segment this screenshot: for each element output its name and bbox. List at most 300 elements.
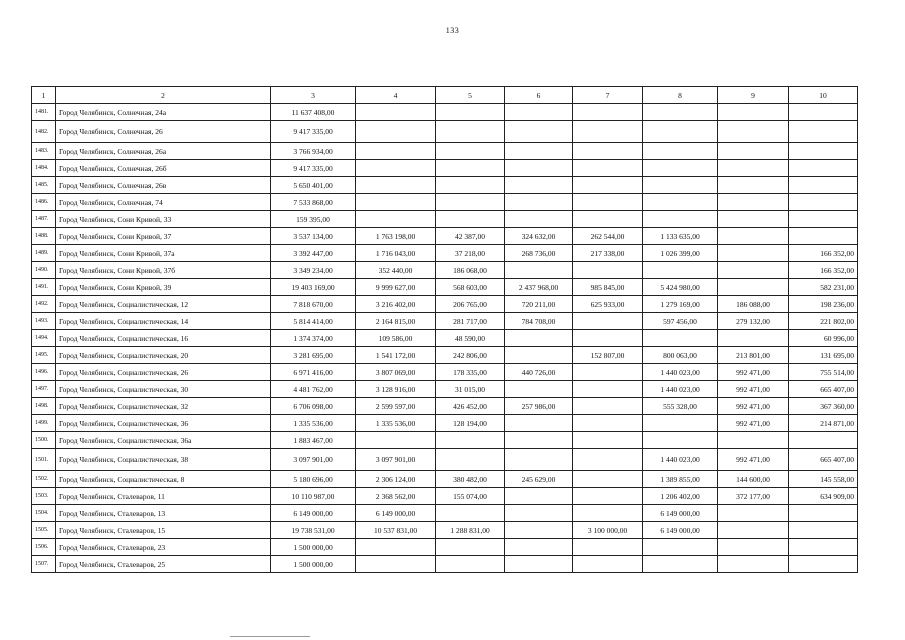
amount-cell [505,415,573,432]
table-row [32,296,858,313]
amount-cell: 985 845,00 [573,279,643,296]
amount-cell: 6 149 000,00 [643,522,718,539]
amount-cell [505,347,573,364]
table-row [32,471,858,488]
amount-cell: 800 063,00 [643,347,718,364]
amount-cell [505,539,573,556]
amount-cell [356,160,436,177]
amount-cell [718,194,789,211]
address-cell: Город Челябинск, Солнечная, 26в [56,177,271,194]
column-header: 9 [718,87,789,104]
amount-cell [356,432,436,449]
amount-cell: 60 996,00 [789,330,858,347]
amount-cell [505,121,573,143]
amount-cell: 186 088,00 [718,296,789,313]
row-number-cell: 1494. [32,330,56,347]
amount-cell: 37 218,00 [436,245,505,262]
amount-cell: 440 726,00 [505,364,573,381]
amount-cell [505,449,573,471]
amount-cell: 784 708,00 [505,313,573,330]
amount-cell: 582 231,00 [789,279,858,296]
amount-cell: 3 128 916,00 [356,381,436,398]
amount-cell: 1 288 831,00 [436,522,505,539]
row-number-cell: 1497. [32,381,56,398]
table-row [32,262,858,279]
amount-cell: 2 599 597,00 [356,398,436,415]
amount-cell [505,262,573,279]
amount-cell [573,471,643,488]
amount-cell [505,330,573,347]
amount-cell: 131 695,00 [789,347,858,364]
amount-cell [643,177,718,194]
amount-cell [789,143,858,160]
amount-cell [573,121,643,143]
amount-cell [643,121,718,143]
row-number-cell: 1495. [32,347,56,364]
row-number-cell: 1486. [32,194,56,211]
amount-cell: 4 481 762,00 [271,381,356,398]
table-row [32,330,858,347]
address-cell: Город Челябинск, Сони Кривой, 37б [56,262,271,279]
row-number-cell: 1499. [32,415,56,432]
amount-cell [505,522,573,539]
amount-cell [718,160,789,177]
amount-cell: 262 544,00 [573,228,643,245]
table-row [32,177,858,194]
amount-cell [718,262,789,279]
column-header: 5 [436,87,505,104]
address-cell: Город Челябинск, Сталеваров, 11 [56,488,271,505]
amount-cell [789,211,858,228]
table-row [32,104,858,121]
row-number-cell: 1504. [32,505,56,522]
amount-cell: 166 352,00 [789,262,858,279]
row-number-cell: 1487. [32,211,56,228]
table-row [32,381,858,398]
amount-cell [643,104,718,121]
column-header: 2 [56,87,271,104]
amount-cell [718,177,789,194]
amount-cell: 31 015,00 [436,381,505,398]
amount-cell: 1 440 023,00 [643,381,718,398]
amount-cell: 242 806,00 [436,347,505,364]
column-header: 7 [573,87,643,104]
amount-cell [573,505,643,522]
table-row [32,143,858,160]
column-header: 6 [505,87,573,104]
amount-cell [356,194,436,211]
amount-cell [573,160,643,177]
amount-cell: 2 437 968,00 [505,279,573,296]
amount-cell: 5 814 414,00 [271,313,356,330]
table-row [32,539,858,556]
amount-cell: 3 392 447,00 [271,245,356,262]
amount-cell [718,330,789,347]
amount-cell: 1 763 198,00 [356,228,436,245]
amount-cell [718,143,789,160]
amount-cell [789,194,858,211]
amount-cell [789,121,858,143]
amount-cell [718,121,789,143]
address-cell: Город Челябинск, Солнечная, 24а [56,104,271,121]
amount-cell: 213 801,00 [718,347,789,364]
amount-cell [718,104,789,121]
amount-cell: 6 149 000,00 [643,505,718,522]
row-number-cell: 1506. [32,539,56,556]
amount-cell: 6 149 000,00 [271,505,356,522]
amount-cell: 555 328,00 [643,398,718,415]
amount-cell [356,211,436,228]
amount-cell: 166 352,00 [789,245,858,262]
amount-cell [436,121,505,143]
amount-cell: 634 909,00 [789,488,858,505]
column-header: 4 [356,87,436,104]
amount-cell [505,160,573,177]
address-cell: Город Челябинск, Сталеваров, 25 [56,556,271,573]
amount-cell [505,143,573,160]
amount-cell [643,143,718,160]
address-cell: Город Челябинск, Сталеваров, 23 [56,539,271,556]
row-number-cell: 1505. [32,522,56,539]
amount-cell: 597 456,00 [643,313,718,330]
row-number-cell: 1502. [32,471,56,488]
table-row [32,121,858,143]
table-row [32,364,858,381]
row-number-cell: 1500. [32,432,56,449]
amount-cell: 1 389 855,00 [643,471,718,488]
row-number-cell: 1483. [32,143,56,160]
table-row [32,279,858,296]
amount-cell [789,505,858,522]
amount-cell: 2 368 562,00 [356,488,436,505]
amount-cell: 198 236,00 [789,296,858,313]
amount-cell: 5 180 696,00 [271,471,356,488]
amount-cell: 19 738 531,00 [271,522,356,539]
amount-cell: 3 766 934,00 [271,143,356,160]
row-number-cell: 1507. [32,556,56,573]
amount-cell: 568 603,00 [436,279,505,296]
amount-cell: 257 986,00 [505,398,573,415]
amount-cell [436,104,505,121]
amount-cell [573,539,643,556]
address-cell: Город Челябинск, Сони Кривой, 33 [56,211,271,228]
table-row [32,398,858,415]
amount-cell: 9 417 335,00 [271,121,356,143]
address-cell: Город Челябинск, Социалистическая, 20 [56,347,271,364]
amount-cell [718,228,789,245]
address-cell: Город Челябинск, Социалистическая, 30 [56,381,271,398]
amount-cell: 128 194,00 [436,415,505,432]
header-row [32,87,858,104]
amount-cell: 3 349 234,00 [271,262,356,279]
amount-cell [436,556,505,573]
table-row [32,432,858,449]
amount-cell: 217 338,00 [573,245,643,262]
row-number-cell: 1498. [32,398,56,415]
amount-cell: 144 600,00 [718,471,789,488]
amount-cell: 5 650 401,00 [271,177,356,194]
table-row [32,505,858,522]
amount-cell [573,143,643,160]
address-cell: Город Челябинск, Социалистическая, 16 [56,330,271,347]
amount-cell [643,194,718,211]
amount-cell [505,104,573,121]
table-row [32,488,858,505]
amount-cell: 268 736,00 [505,245,573,262]
amount-cell: 992 471,00 [718,449,789,471]
amount-cell: 625 933,00 [573,296,643,313]
amount-cell [356,539,436,556]
amount-cell: 109 586,00 [356,330,436,347]
amount-cell: 3 807 069,00 [356,364,436,381]
row-number-cell: 1501. [32,449,56,471]
column-header: 1 [32,87,56,104]
amount-cell: 367 360,00 [789,398,858,415]
address-cell: Город Челябинск, Сони Кривой, 37 [56,228,271,245]
amount-cell [789,522,858,539]
amount-cell: 720 211,00 [505,296,573,313]
registry-table [31,86,858,573]
column-header: 10 [789,87,858,104]
amount-cell [505,177,573,194]
amount-cell [356,104,436,121]
amount-cell [505,556,573,573]
amount-cell [573,104,643,121]
amount-cell [436,177,505,194]
amount-cell: 1 500 000,00 [271,556,356,573]
table-row [32,211,858,228]
amount-cell [789,228,858,245]
amount-cell: 5 424 980,00 [643,279,718,296]
amount-cell [643,211,718,228]
amount-cell [789,556,858,573]
amount-cell [789,177,858,194]
amount-cell: 155 074,00 [436,488,505,505]
amount-cell: 10 537 831,00 [356,522,436,539]
address-cell: Город Челябинск, Социалистическая, 14 [56,313,271,330]
table-body [32,104,858,573]
amount-cell [573,432,643,449]
amount-cell [643,415,718,432]
amount-cell [718,245,789,262]
amount-cell [436,160,505,177]
amount-cell: 755 514,00 [789,364,858,381]
address-cell: Город Челябинск, Социалистическая, 8 [56,471,271,488]
amount-cell: 352 440,00 [356,262,436,279]
amount-cell: 992 471,00 [718,415,789,432]
amount-cell: 1 541 172,00 [356,347,436,364]
amount-cell: 665 407,00 [789,381,858,398]
amount-cell: 159 395,00 [271,211,356,228]
amount-cell [436,539,505,556]
amount-cell: 3 281 695,00 [271,347,356,364]
row-number-cell: 1482. [32,121,56,143]
address-cell: Город Челябинск, Сони Кривой, 37а [56,245,271,262]
amount-cell: 1 133 635,00 [643,228,718,245]
amount-cell [718,556,789,573]
table-row [32,313,858,330]
amount-cell [505,432,573,449]
amount-cell [643,539,718,556]
amount-cell: 214 871,00 [789,415,858,432]
amount-cell [718,522,789,539]
amount-cell [356,556,436,573]
amount-cell [436,211,505,228]
amount-cell: 186 068,00 [436,262,505,279]
amount-cell: 372 177,00 [718,488,789,505]
amount-cell [436,505,505,522]
amount-cell [789,539,858,556]
amount-cell [573,194,643,211]
amount-cell: 3 097 901,00 [356,449,436,471]
amount-cell: 992 471,00 [718,381,789,398]
address-cell: Город Челябинск, Социалистическая, 12 [56,296,271,313]
row-number-cell: 1489. [32,245,56,262]
amount-cell: 279 132,00 [718,313,789,330]
table-row [32,449,858,471]
amount-cell: 152 807,00 [573,347,643,364]
row-number-cell: 1496. [32,364,56,381]
amount-cell: 3 097 901,00 [271,449,356,471]
amount-cell [573,330,643,347]
table-row [32,556,858,573]
amount-cell [573,398,643,415]
amount-cell [436,143,505,160]
amount-cell: 1 206 402,00 [643,488,718,505]
amount-cell [789,432,858,449]
amount-cell [573,381,643,398]
table-row [32,347,858,364]
amount-cell: 1 374 374,00 [271,330,356,347]
amount-cell [573,313,643,330]
address-cell: Город Челябинск, Солнечная, 26а [56,143,271,160]
amount-cell [505,211,573,228]
amount-cell [718,211,789,228]
amount-cell: 1 440 023,00 [643,364,718,381]
row-number-cell: 1503. [32,488,56,505]
amount-cell: 1 440 023,00 [643,449,718,471]
address-cell: Город Челябинск, Социалистическая, 32 [56,398,271,415]
amount-cell: 3 537 134,00 [271,228,356,245]
amount-cell [789,104,858,121]
amount-cell [505,194,573,211]
address-cell: Город Челябинск, Солнечная, 26б [56,160,271,177]
page-number: 133 [445,26,460,35]
address-cell: Город Челябинск, Сони Кривой, 39 [56,279,271,296]
amount-cell [573,211,643,228]
amount-cell: 206 765,00 [436,296,505,313]
address-cell: Город Челябинск, Солнечная, 74 [56,194,271,211]
amount-cell: 2 164 815,00 [356,313,436,330]
amount-cell [573,177,643,194]
amount-cell: 7 818 670,00 [271,296,356,313]
amount-cell [505,381,573,398]
amount-cell: 11 637 408,00 [271,104,356,121]
amount-cell: 9 417 335,00 [271,160,356,177]
amount-cell: 380 482,00 [436,471,505,488]
row-number-cell: 1488. [32,228,56,245]
row-number-cell: 1492. [32,296,56,313]
table-row [32,522,858,539]
amount-cell: 245 629,00 [505,471,573,488]
amount-cell: 992 471,00 [718,398,789,415]
amount-cell [643,160,718,177]
amount-cell: 426 452,00 [436,398,505,415]
column-header: 3 [271,87,356,104]
table-row [32,194,858,211]
amount-cell [505,488,573,505]
row-number-cell: 1493. [32,313,56,330]
amount-cell [436,432,505,449]
amount-cell: 221 802,00 [789,313,858,330]
amount-cell: 1 026 399,00 [643,245,718,262]
amount-cell [573,488,643,505]
scan-artifact-line [230,636,310,637]
amount-cell: 145 558,00 [789,471,858,488]
address-cell: Город Челябинск, Солнечная, 26 [56,121,271,143]
address-cell: Город Челябинск, Сталеваров, 15 [56,522,271,539]
column-header: 8 [643,87,718,104]
amount-cell [718,279,789,296]
amount-cell: 178 335,00 [436,364,505,381]
amount-cell [573,449,643,471]
amount-cell: 1 279 169,00 [643,296,718,313]
row-number-cell: 1491. [32,279,56,296]
row-number-cell: 1485. [32,177,56,194]
amount-cell [718,505,789,522]
amount-cell: 3 216 402,00 [356,296,436,313]
amount-cell [356,121,436,143]
amount-cell [573,262,643,279]
address-cell: Город Челябинск, Социалистическая, 36 [56,415,271,432]
table-row [32,245,858,262]
amount-cell: 1 335 536,00 [356,415,436,432]
amount-cell [356,177,436,194]
row-number-cell: 1484. [32,160,56,177]
amount-cell: 992 471,00 [718,364,789,381]
amount-cell [643,556,718,573]
table-row [32,160,858,177]
amount-cell: 48 590,00 [436,330,505,347]
amount-cell: 1 500 000,00 [271,539,356,556]
amount-cell [573,364,643,381]
amount-cell: 9 999 627,00 [356,279,436,296]
address-cell: Город Челябинск, Социалистическая, 26 [56,364,271,381]
amount-cell [436,194,505,211]
amount-cell [718,432,789,449]
amount-cell: 10 110 987,00 [271,488,356,505]
address-cell: Город Челябинск, Сталеваров, 13 [56,505,271,522]
amount-cell [356,143,436,160]
amount-cell: 6 971 416,00 [271,364,356,381]
amount-cell: 1 716 043,00 [356,245,436,262]
amount-cell: 2 306 124,00 [356,471,436,488]
amount-cell: 665 407,00 [789,449,858,471]
address-cell: Город Челябинск, Социалистическая, 36а [56,432,271,449]
amount-cell [718,539,789,556]
amount-cell [436,449,505,471]
amount-cell: 1 335 536,00 [271,415,356,432]
row-number-cell: 1481. [32,104,56,121]
amount-cell [505,505,573,522]
amount-cell: 324 632,00 [505,228,573,245]
amount-cell: 1 883 467,00 [271,432,356,449]
table-row [32,415,858,432]
amount-cell: 6 149 000,00 [356,505,436,522]
address-cell: Город Челябинск, Социалистическая, 38 [56,449,271,471]
amount-cell [573,415,643,432]
amount-cell [643,330,718,347]
